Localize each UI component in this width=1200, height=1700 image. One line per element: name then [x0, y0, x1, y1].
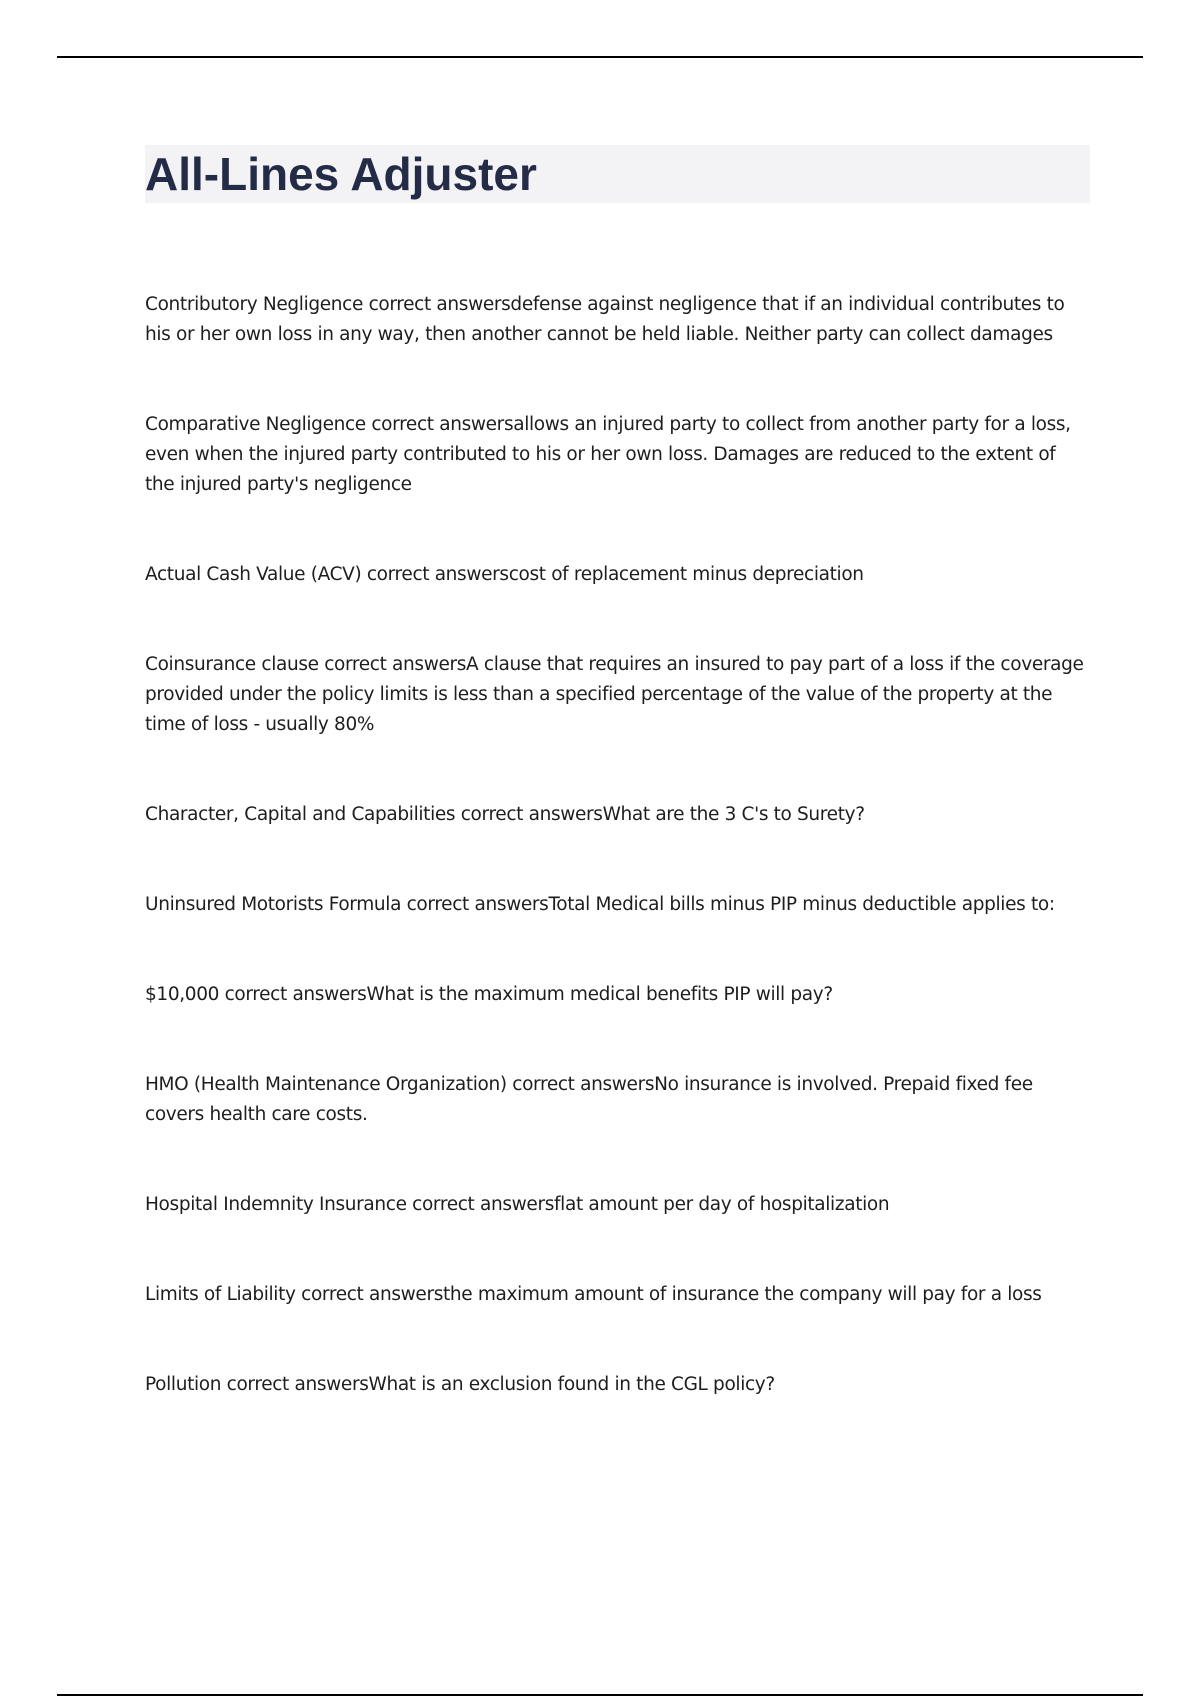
flashcard-entry: HMO (Health Maintenance Organization) correct answersNo insurance is involved. Prepaid fixed fee covers health care costs. [145, 1074, 1033, 1125]
flashcard-entry: Contributory Negligence correct answersdefense against negligence that if an individual contributes to his or her own loss in any way, then another cannot be held liable. Neither party can collect damages [145, 294, 1065, 345]
flashcard-entry: $10,000 correct answersWhat is the maximum medical benefits PIP will pay? [145, 984, 833, 1005]
flashcard-entry: Comparative Negligence correct answersallows an injured party to collect from another party for a loss, even when the injured party contributed to his or her own loss. Damages are reduced to the extent of the injured party's negligence [145, 414, 1071, 495]
title-banner [145, 145, 1090, 203]
flashcard-entry: Character, Capital and Capabilities correct answersWhat are the 3 C's to Surety? [145, 804, 865, 825]
flashcard-entry: Limits of Liability correct answersthe maximum amount of insurance the company will pay for a loss [145, 1284, 1042, 1305]
flashcard-entry: Uninsured Motorists Formula correct answersTotal Medical bills minus PIP minus deductible applies to: [145, 894, 1055, 915]
flashcard-entry: Pollution correct answersWhat is an exclusion found in the CGL policy? [145, 1374, 775, 1395]
flashcard-entry: Hospital Indemnity Insurance correct answersflat amount per day of hospitalization [145, 1194, 890, 1215]
page-title: All-Lines Adjuster [145, 148, 537, 200]
bottom-divider [57, 1694, 1143, 1696]
flashcard-entry: Coinsurance clause correct answersA clause that requires an insured to pay part of a loss if the coverage provided under the policy limits is less than a specified percentage of the value of the property at the time of loss - usually 80% [145, 654, 1084, 735]
flashcard-entry: Actual Cash Value (ACV) correct answerscost of replacement minus depreciation [145, 564, 864, 585]
top-divider [57, 56, 1143, 58]
flashcard-list [145, 290, 1090, 1460]
